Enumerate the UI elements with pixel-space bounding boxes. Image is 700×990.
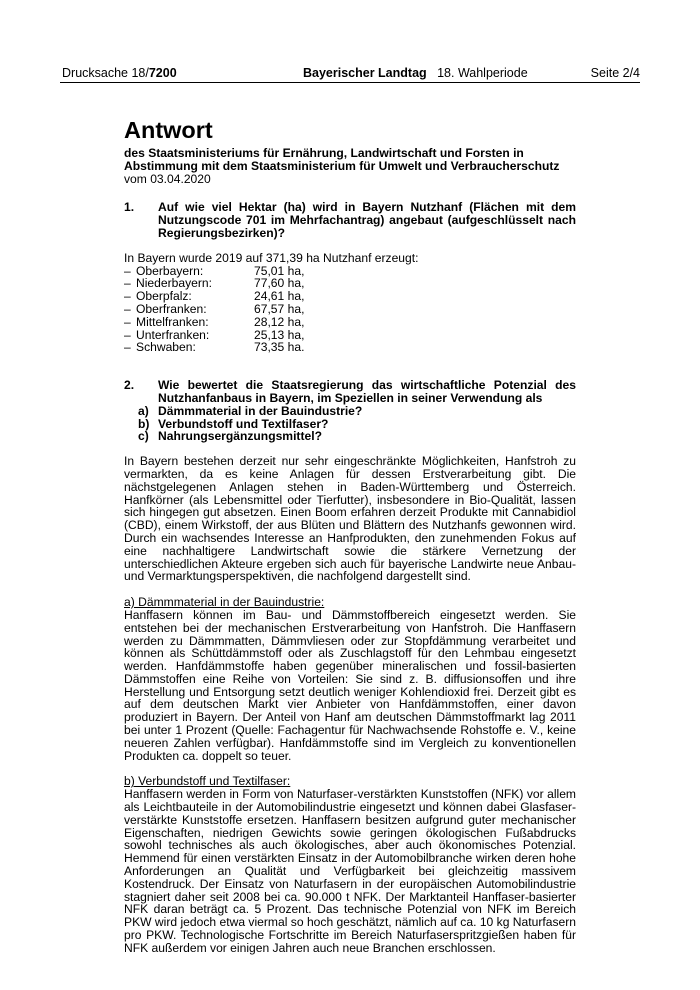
question-2 bbox=[124, 379, 576, 405]
region-area: 73,35 ha. bbox=[254, 340, 305, 355]
region-area: 25,13 ha, bbox=[254, 327, 305, 342]
page-header bbox=[60, 66, 640, 83]
page-number: Seite 2/4 bbox=[590, 66, 640, 80]
document-subtitle: des Staatsministeriums für Ernährung, Landwirtschaft und Forsten in Abstimmung mit dem Staatsministerium für Umwelt und Verbraucherschutz bbox=[124, 146, 560, 173]
region-name: Niederbayern: bbox=[136, 276, 212, 291]
region-item bbox=[124, 303, 576, 316]
question-1 bbox=[124, 201, 576, 239]
section-a-heading: a) Dämmmaterial in der Bauindustrie: bbox=[124, 595, 325, 610]
region-area: 75,01 ha, bbox=[254, 263, 305, 278]
question-number: 1. bbox=[124, 200, 135, 215]
question-number: 2. bbox=[124, 378, 135, 393]
region-name: Unterfranken: bbox=[136, 327, 210, 342]
answer-1-intro: In Bayern wurde 2019 auf 371,39 ha Nutzhanf erzeugt: bbox=[124, 250, 419, 265]
region-area: 67,57 ha, bbox=[254, 301, 305, 316]
region-name: Oberfranken: bbox=[136, 301, 207, 316]
document-body bbox=[124, 117, 576, 955]
region-name: Oberpfalz: bbox=[136, 289, 192, 304]
region-name: Mittelfranken: bbox=[136, 314, 209, 329]
item-letter: a) bbox=[138, 403, 149, 418]
document-number-prefix: Drucksache 18/ bbox=[62, 66, 149, 80]
list-dash: – bbox=[124, 263, 131, 278]
document-number-value: 7200 bbox=[148, 66, 177, 80]
list-dash: – bbox=[124, 327, 131, 342]
section-b-heading: b) Verbundstoff und Textilfaser: bbox=[124, 774, 291, 789]
item-text: Nahrungsergänzungsmittel? bbox=[158, 429, 322, 444]
list-dash: – bbox=[124, 276, 131, 291]
document-title: Antwort bbox=[124, 117, 213, 143]
legislative-period: 18. Wahlperiode bbox=[437, 66, 528, 80]
list-dash: – bbox=[124, 301, 131, 316]
section-a-text: Hanffasern können im Bau- und Dämmstoffbereich eingesetzt werden. Sie entstehen bei der mechanischen Erstverarbeitung von Hanfstroh. Die Hanffasern werden zu Dämmmatten, Dämmvliesen oder zur Stopfdämmung verarbeitet und können als Schüttdämmstoff oder als Zuschlagstoff für den Lehmbau eingesetzt werden. Hanfdämmstoffe haben gegenüber mineralischen und fossil-basierten Dämmstoffen eine Reihe von Vorteilen: Sie sind z. B. diffusionsoffen und ihre Herstellung und Entsorgung setzt deutlich weniger Kohlendioxid frei. Derzeit gibt es auf dem deutschen Markt vier Anbieter von Hanfdämmstoffen, einer davon produziert in Bayern. Der Anteil von Hanf am deutschen Dämmstoffmarkt lag 2011 bei unter 1 Prozent (Quelle: Fachagentur für Nachwachsende Rohstoffe e. V., keine neueren Zahlen verfügbar). Hanfdämmstoffe sind im Vergleich zu konventionellen Produkten ca. doppelt so teuer. bbox=[124, 607, 576, 763]
document-number bbox=[62, 66, 177, 80]
region-area: 28,12 ha, bbox=[254, 314, 305, 329]
list-dash: – bbox=[124, 289, 131, 304]
region-item bbox=[124, 316, 576, 329]
list-dash: – bbox=[124, 340, 131, 355]
item-text: Dämmmaterial in der Bauindustrie? bbox=[158, 403, 363, 418]
section-b-text: Hanffasern werden in Form von Naturfaser-verstärkten Kunststoffen (NFK) vor allem als Leichtbauteile in der Automobilindustrie eingesetzt und können dabei Glasfaser-verstärkte Kunststoffe ersetzen. Hanffasern besitzen aufgrund guter mechanischer Eigenschaften, niedrigen Gewichts sowie geringen ökologischen Fußabdrucks sowohl technisches als auch ökologisches, aber auch ökonomisches Potenzial. Hemmend für einen verstärkten Einsatz in der Automobilbranche wirken deren hohe Anforderungen an Qualität und Verfügbarkeit bei gleichzeitig massivem Kostendruck. Der Einsatz von Naturfasern in der europäischen Automobilindustrie stagniert daher seit 2008 bei ca. 90.000 t NFK. Der Marktanteil Hanffaser-basierter NFK daran beträgt ca. 5 Prozent. Das technische Potenzial von NFK im Bereich PKW wird jedoch etwa viermal so hoch geschätzt, nämlich auf ca. 10 kg Naturfasern pro PKW. Technologische Fortschritte im Bereich Naturfaserspritzgießen haben für NFK außerdem vor einigen Jahren auch neue Branchen erschlossen. bbox=[124, 787, 576, 955]
question-text: Auf wie viel Hektar (ha) wird in Bayern Nutzhanf (Flächen mit dem Nutzungscode 701 im Mehrfachantrag) angebaut (aufgeschlüsselt nach Regierungsbezirken)? bbox=[158, 200, 576, 240]
list-dash: – bbox=[124, 314, 131, 329]
region-name: Schwaben: bbox=[136, 340, 196, 355]
item-letter: b) bbox=[138, 416, 150, 431]
region-item bbox=[124, 277, 576, 290]
item-letter: c) bbox=[138, 429, 149, 444]
region-name: Oberbayern: bbox=[136, 263, 204, 278]
item-text: Verbundstoff und Textilfaser? bbox=[158, 416, 329, 431]
answer-2-intro: In Bayern bestehen derzeit nur sehr eingeschränkte Möglichkeiten, Hanfstroh zu vermarkten, da es keine Anlagen für dessen Erstverarbeitung gibt. Die nächstgelegenen Anlagen stehen in Baden-Württemberg und Österreich. Hanfkörner (als Lebensmittel oder Tierfutter), insbesondere in Bio-Qualität, lassen sich hingegen gut absetzen. Einen Boom erfahren derzeit Produkte mit Cannabidiol (CBD), einem Wirkstoff, der aus Blüten und Blättern des Nutzhanfs gewonnen wird. Durch ein wachsendes Interesse an Hanfprodukten, den zunehmenden Fokus auf eine nachhaltigere Landwirtschaft sowie die stärkere Vernetzung der unterschiedlichen Akteure ergeben sich auch für bayerische Landwirte neue Anbau- und Vermarktungsperspektiven, die nachfolgend dargestellt sind. bbox=[124, 454, 576, 584]
region-area: 77,60 ha, bbox=[254, 276, 305, 291]
region-item bbox=[124, 341, 576, 354]
document-date: vom 03.04.2020 bbox=[124, 171, 211, 186]
parliament-info bbox=[303, 66, 528, 80]
region-area: 24,61 ha, bbox=[254, 289, 305, 304]
question-2-item-c bbox=[138, 430, 576, 443]
region-list bbox=[124, 265, 576, 355]
question-text: Wie bewertet die Staatsregierung das wirtschaftliche Potenzial des Nutzhanfanbaus in Bayern, im Speziellen in seiner Verwendung als bbox=[158, 378, 576, 405]
parliament-name: Bayerischer Landtag bbox=[303, 66, 427, 80]
